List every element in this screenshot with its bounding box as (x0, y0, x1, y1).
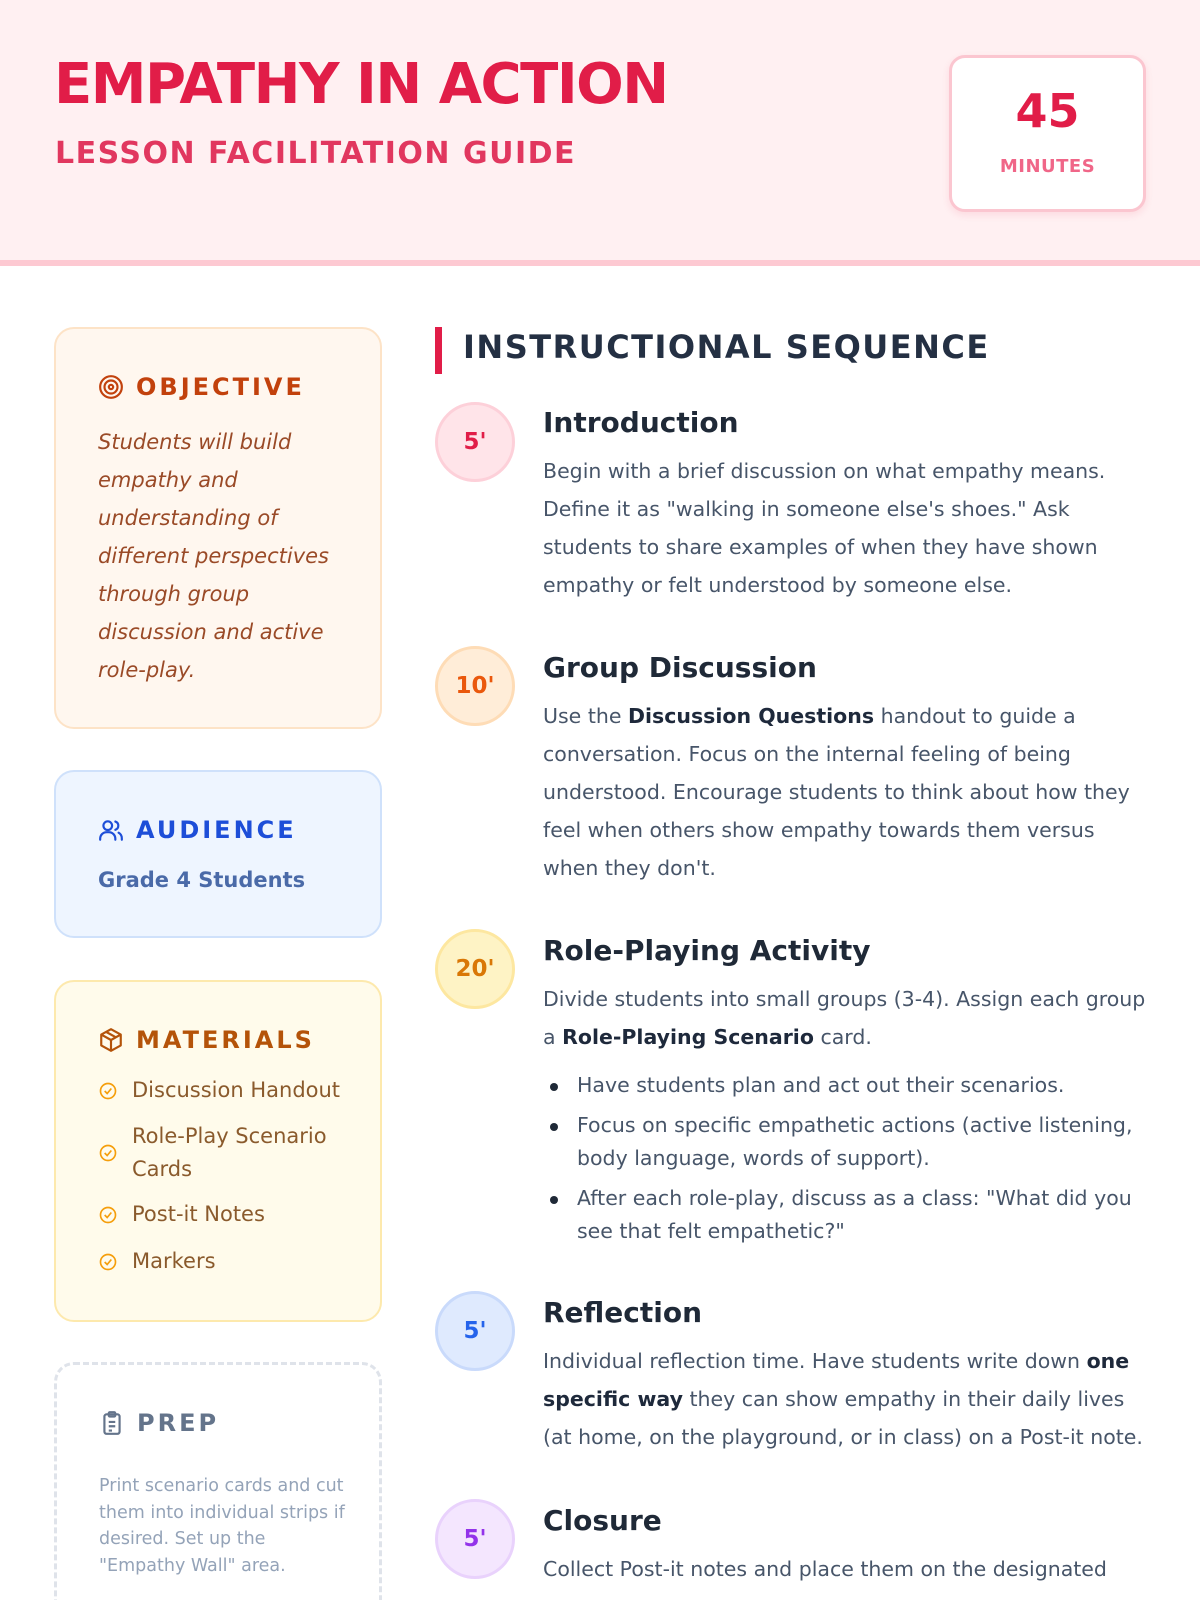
step-time-badge: 5' (435, 1291, 515, 1371)
section-accent-bar (435, 327, 442, 374)
duration-badge (949, 55, 1146, 212)
audience-text: Grade 4 Students (98, 868, 306, 892)
objective-card (54, 327, 382, 729)
check-circle-icon (98, 1205, 118, 1225)
target-icon (98, 374, 124, 400)
package-icon (98, 1027, 124, 1053)
prep-label: PREP (137, 1409, 220, 1437)
step-text: Divide students into small groups (3-4). Assign each group a Role-Playing Scenario card. (543, 987, 1146, 1049)
step-title: Role-Playing Activity (543, 934, 871, 967)
section-title: INSTRUCTIONAL SEQUENCE (463, 328, 990, 366)
objective-label: OBJECTIVE (136, 373, 305, 401)
step-bullet-list (543, 1069, 1155, 1255)
duration-value: 45 (1015, 84, 1080, 138)
prep-text: Print scenario cards and cut them into individual strips if desired. Set up the "Empathy Wall" area. (99, 1476, 345, 1576)
check-circle-icon (98, 1081, 118, 1101)
check-circle-icon (98, 1252, 118, 1272)
step-title: Introduction (543, 406, 739, 439)
list-item: After each role-play, discuss as a class: "What did you see that felt empathetic?" (543, 1182, 1155, 1248)
step-time-badge: 5' (435, 1499, 515, 1579)
step-title: Reflection (543, 1296, 703, 1329)
materials-item (98, 1245, 216, 1278)
step-title: Closure (543, 1504, 662, 1537)
prep-card (54, 1362, 382, 1600)
step-text: Use the Discussion Questions handout to guide a conversation. Focus on the internal feeling of being understood. Encourage students to think about how they feel when others show empathy towards them versus when they don't. (543, 704, 1130, 880)
step-text: Individual reflection time. Have students write down one specific way they can show empathy in their daily lives (at home, on the playground, or in class) on a Post-it note. (543, 1349, 1143, 1449)
users-icon (98, 817, 124, 843)
materials-item-label: Role-Play Scenario Cards (132, 1124, 327, 1181)
step-text: Begin with a brief discussion on what empathy means. Define it as "walking in someone else's shoes." Ask students to share examples of when they have shown empathy or felt understood by someone else. (543, 459, 1106, 597)
clipboard-icon (99, 1410, 125, 1436)
materials-label: MATERIALS (136, 1026, 315, 1054)
step-text: Collect Post-it notes and place them on the designated (543, 1557, 1107, 1581)
materials-card (54, 980, 382, 1322)
materials-item (98, 1120, 348, 1186)
list-item: Have students plan and act out their scenarios. (543, 1069, 1155, 1102)
materials-item (98, 1198, 265, 1231)
page-subtitle: LESSON FACILITATION GUIDE (55, 136, 577, 171)
page-title: EMPATHY IN ACTION (54, 52, 668, 117)
check-circle-icon (98, 1143, 118, 1163)
duration-unit: MINUTES (999, 156, 1096, 177)
materials-item-label: Discussion Handout (132, 1078, 341, 1102)
materials-item-label: Markers (132, 1249, 216, 1273)
list-item: Focus on specific empathetic actions (active listening, body language, words of support). (543, 1109, 1155, 1175)
objective-text: Students will build empathy and understanding of different perspectives through group discussion and active role-play. (98, 430, 329, 682)
materials-item (98, 1074, 340, 1107)
audience-card (54, 770, 382, 938)
materials-header (98, 1026, 315, 1054)
objective-header (98, 373, 305, 401)
page-header (0, 0, 1200, 266)
audience-header (98, 816, 297, 844)
step-time-badge: 5' (435, 402, 515, 482)
step-time-badge: 10' (435, 646, 515, 726)
step-time-badge: 20' (435, 929, 515, 1009)
prep-header (99, 1409, 219, 1437)
audience-label: AUDIENCE (136, 816, 297, 844)
materials-item-label: Post-it Notes (132, 1202, 265, 1226)
step-title: Group Discussion (543, 651, 817, 684)
